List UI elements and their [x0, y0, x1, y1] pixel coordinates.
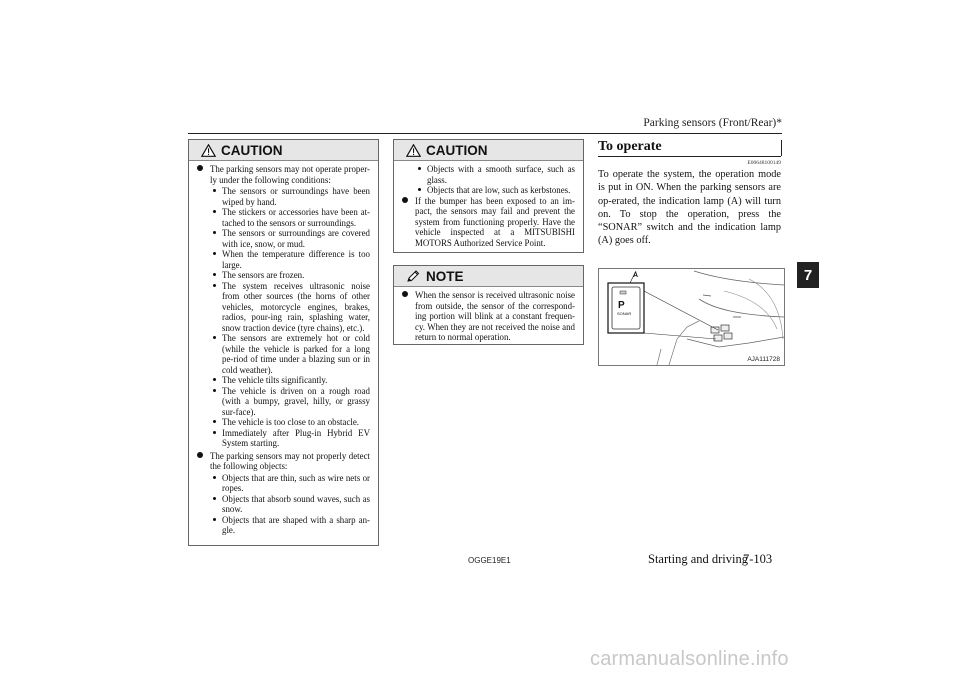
- figure-caption: AJA111728: [747, 356, 780, 363]
- header-rule: [188, 133, 782, 134]
- sub-bullet-icon: [213, 476, 216, 479]
- warning-triangle-icon: [406, 144, 421, 157]
- figure-p-label: P: [618, 300, 625, 311]
- page-number: 7-103: [743, 552, 773, 566]
- sub-bullet-icon: [213, 336, 216, 339]
- section-title-rule-end: [781, 140, 782, 156]
- sub-bullet-icon: [213, 284, 216, 287]
- footer-section: Starting and driving: [648, 552, 748, 566]
- sub-bullet-icon: [213, 378, 216, 381]
- footer-code: OGGE19E1: [468, 556, 511, 565]
- caution-item-text: The parking sensors may not operate proper-ly under the following conditions:: [210, 164, 370, 185]
- running-header: Parking sensors (Front/Rear)*: [643, 117, 782, 129]
- sonar-switch-figure: [598, 268, 785, 366]
- section-title-rule: [598, 156, 781, 157]
- note-header: [394, 266, 583, 287]
- sub-bullet-icon: [213, 252, 216, 255]
- sub-item: The vehicle is too close to an obstacle.: [210, 417, 370, 428]
- bullet-icon: [197, 452, 203, 458]
- bullet-icon: [197, 165, 203, 171]
- watermark: carmanualsonline.info: [590, 648, 789, 670]
- sub-item: The sensors or surroundings are covered with ice, snow, or mud.: [210, 228, 370, 249]
- sub-bullet-icon: [213, 497, 216, 500]
- note-item: [402, 290, 575, 343]
- caution-item: [197, 451, 370, 536]
- sub-item: The sensors or surroundings have been wiped by hand.: [210, 186, 370, 207]
- sub-item: Objects that absorb sound waves, such as snow.: [210, 494, 370, 515]
- sub-bullet-icon: [213, 273, 216, 276]
- sub-item: Immediately after Plug-in Hybrid EV System starting.: [210, 428, 370, 449]
- sub-bullet-icon: [213, 389, 216, 392]
- sub-item: When the temperature difference is too large.: [210, 249, 370, 270]
- caution-label: CAUTION: [221, 142, 283, 158]
- caution-item-text: The parking sensors may not properly detect the following objects:: [210, 450, 370, 471]
- bullet-icon: [402, 291, 408, 297]
- sub-item: The system receives ultrasonic noise from other sources (the horns of other vehicles, motorcycle engines, brakes, radios, pour-ing rain, splashing water, snow traction device (tyre chains), etc.).: [210, 281, 370, 334]
- sub-bullet-icon: [418, 167, 421, 170]
- sub-item: The sensors are extremely hot or cold (while the vehicle is parked for a long pe-riod of time under a blazing sun or in cold weather).: [210, 333, 370, 375]
- section-body: To operate the system, the operation mode is put in ON. When the parking sensors are op-erated, the indication lamp (A) will turn on. To stop the operation, press the “SONAR” switch and the indication lamp (A) goes off.: [598, 169, 781, 247]
- figure-callout: A: [633, 272, 639, 279]
- section-code: E00648100149: [747, 160, 781, 166]
- bullet-icon: [402, 197, 408, 203]
- note-box: [393, 265, 584, 345]
- sub-item: The vehicle is driven on a rough road (with a bumpy, gravel, hilly, or grassy sur-face).: [210, 386, 370, 418]
- sub-bullet-icon: [213, 210, 216, 213]
- sub-bullet-icon: [213, 431, 216, 434]
- sub-item: Objects with a smooth surface, such as glass.: [415, 164, 575, 185]
- sub-bullet-icon: [213, 231, 216, 234]
- note-item-text: When the sensor is received ultrasonic noise from outside, the sensor of the correspond-ing portion will blink at a constant frequen-cy. When they are not received the noise and return to normal operation.: [415, 290, 575, 342]
- caution-header: [394, 140, 583, 161]
- caution-box-1: [188, 139, 379, 546]
- caution-item: [402, 196, 575, 249]
- sub-bullet-icon: [418, 188, 421, 191]
- sub-item: The vehicle tilts significantly.: [210, 375, 370, 386]
- caution-item-text: If the bumper has been exposed to an im-pact, the sensors may fail and prevent the system from functioning properly. Have the vehicle inspected at a MITSUBISHI MOTORS Authorized Service Point.: [415, 195, 575, 248]
- sub-item: The stickers or accessories have been at-tached to the sensors or surroundings.: [210, 207, 370, 228]
- sub-item: Objects that are thin, such as wire nets or ropes.: [210, 473, 370, 494]
- caution-item: [197, 164, 370, 449]
- section-title: To operate: [598, 139, 662, 154]
- caution-box-2: [393, 139, 584, 253]
- note-label: NOTE: [426, 268, 464, 284]
- note-pencil-icon: [406, 270, 421, 283]
- sub-bullet-icon: [213, 518, 216, 521]
- caution-header: [189, 140, 378, 161]
- sub-item: Objects that are low, such as kerbstones.: [415, 185, 575, 196]
- chapter-tab: 7: [797, 262, 819, 288]
- figure-switch-label: SONAR: [617, 311, 632, 316]
- sub-bullet-icon: [213, 420, 216, 423]
- warning-triangle-icon: [201, 144, 216, 157]
- dashboard-illustration: [599, 269, 784, 365]
- sub-item: Objects that are shaped with a sharp an-gle.: [210, 515, 370, 536]
- caution-label: CAUTION: [426, 142, 488, 158]
- sub-bullet-icon: [213, 189, 216, 192]
- sub-item: The sensors are frozen.: [210, 270, 370, 281]
